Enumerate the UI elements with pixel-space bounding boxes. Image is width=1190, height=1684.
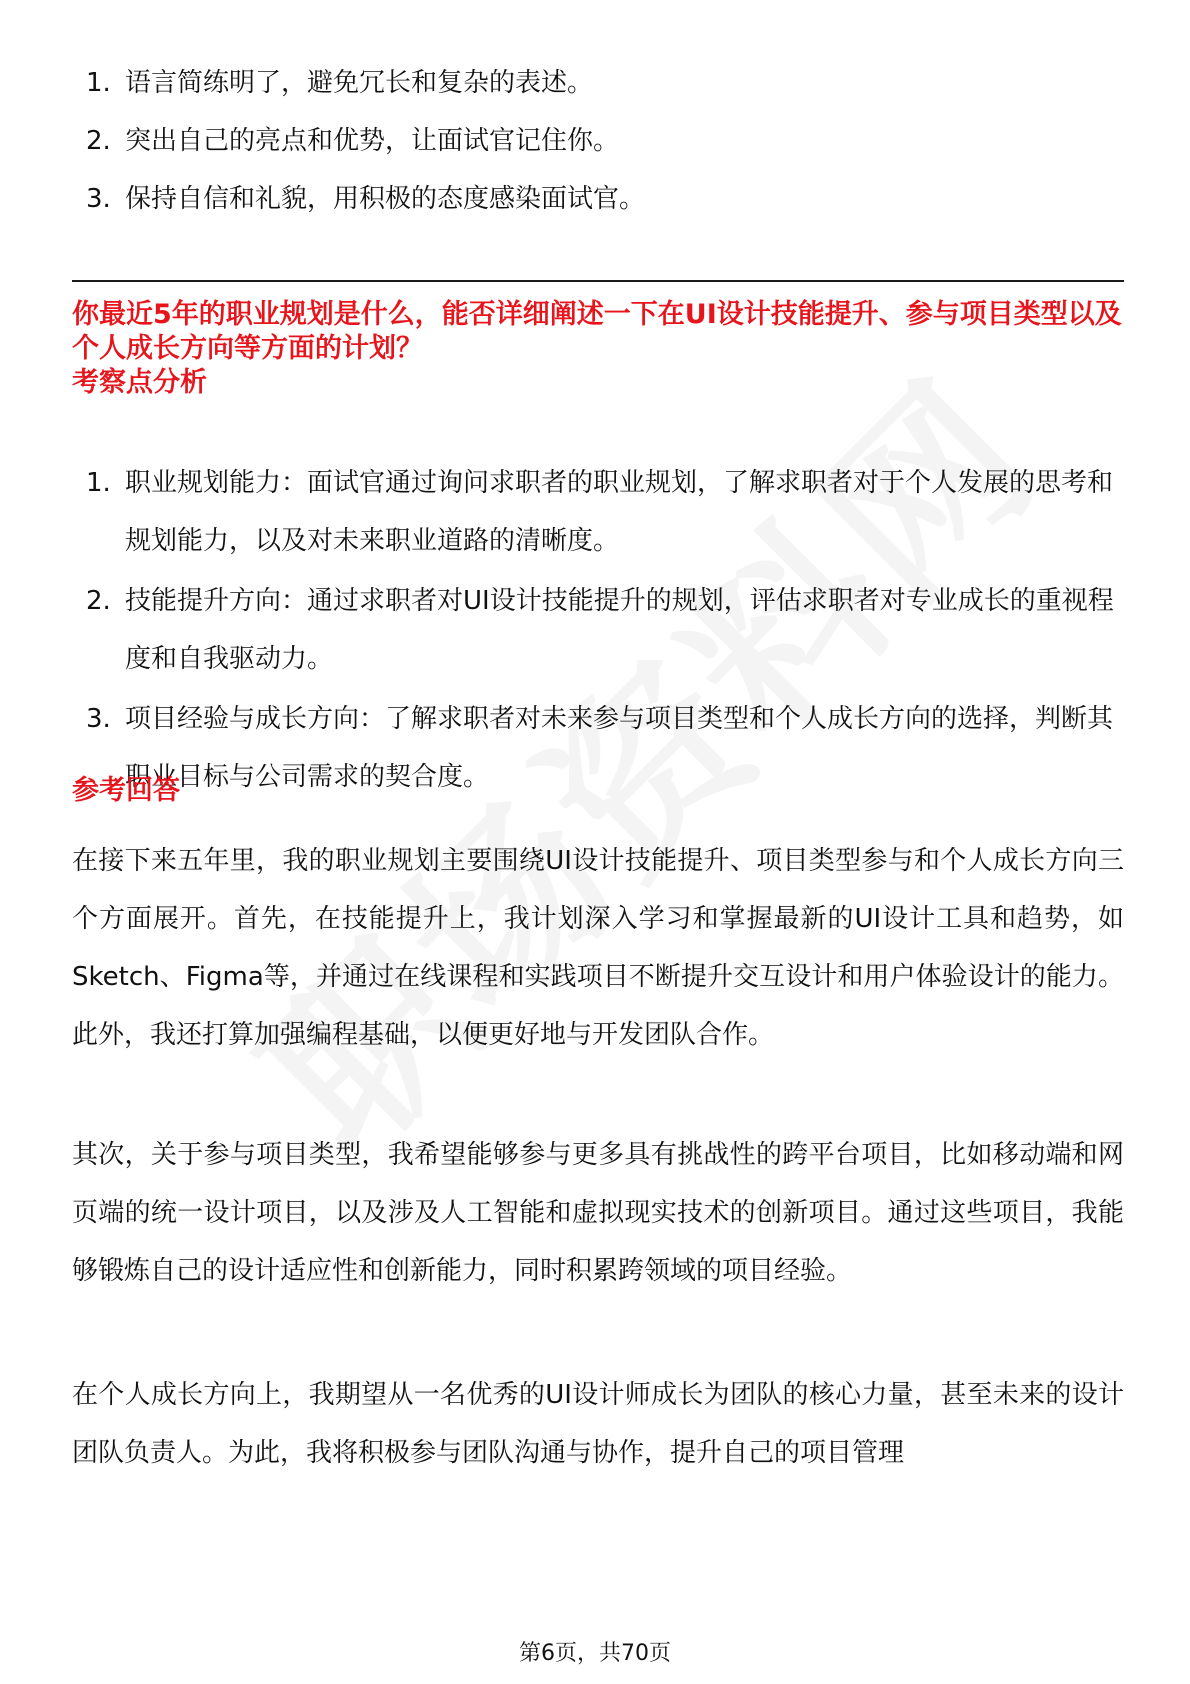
list-number: 3.: [86, 184, 111, 214]
list-number: 2.: [86, 126, 111, 156]
list-text: 项目经验与成长方向：了解求职者对未来参与项目类型和个人成长方向的选择，判断其职业目标与公司需求的契合度。: [125, 704, 1114, 792]
analysis-list: [72, 454, 1124, 808]
list-number: 1.: [86, 468, 111, 498]
list-number: 3.: [86, 704, 111, 734]
list-text: 突出自己的亮点和优势，让面试官记住你。: [125, 126, 620, 156]
answer-paragraph: 其次，关于参与项目类型，我希望能够参与更多具有挑战性的跨平台项目，比如移动端和网页端的统一设计项目，以及涉及人工智能和虚拟现实技术的创新项目。通过这些项目，我能够锻炼自己的设计适应性和创新能力，同时积累跨领域的项目经验。: [72, 1140, 1124, 1286]
list-item: [72, 112, 1124, 170]
list-item: [72, 170, 1124, 228]
interview-question: 你最近5年的职业规划是什么，能否详细阐述一下在UI设计技能提升、参与项目类型以及个人成长方向等方面的计划？: [72, 299, 1122, 364]
list-text: 保持自信和礼貌，用积极的态度感染面试官。: [125, 184, 646, 214]
section-divider: [72, 280, 1124, 282]
analysis-heading: 考察点分析: [72, 367, 207, 398]
list-text: 语言简练明了，避免冗长和复杂的表述。: [125, 68, 594, 98]
answer-paragraph: 在个人成长方向上，我期望从一名优秀的UI设计师成长为团队的核心力量，甚至未来的设计团队负责人。为此，我将积极参与团队沟通与协作，提升自己的项目管理: [72, 1380, 1124, 1468]
list-item: [72, 54, 1124, 112]
list-item: [72, 572, 1124, 688]
list-number: 1.: [86, 68, 111, 98]
answer-heading: 参考回答: [72, 775, 180, 806]
list-text: 职业规划能力：面试官通过询问求职者的职业规划，了解求职者对于个人发展的思考和规划能力，以及对未来职业道路的清晰度。: [125, 468, 1114, 556]
list-text: 技能提升方向：通过求职者对UI设计技能提升的规划，评估求职者对专业成长的重视程度和自我驱动力。: [125, 586, 1114, 674]
list-item: [72, 454, 1124, 570]
answer-paragraph: 在接下来五年里，我的职业规划主要围绕UI设计技能提升、项目类型参与和个人成长方向三个方面展开。首先，在技能提升上，我计划深入学习和掌握最新的UI设计工具和趋势，如Sketch、Figma等，并通过在线课程和实践项目不断提升交互设计和用户体验设计的能力。此外，我还打算加强编程基础，以便更好地与开发团队合作。: [72, 846, 1124, 1050]
document-page: [72, 0, 1124, 1684]
list-number: 2.: [86, 586, 111, 616]
list-item: [72, 690, 1124, 806]
page-number: 第6页，共70页: [519, 1641, 671, 1666]
tips-list: [72, 54, 1124, 228]
